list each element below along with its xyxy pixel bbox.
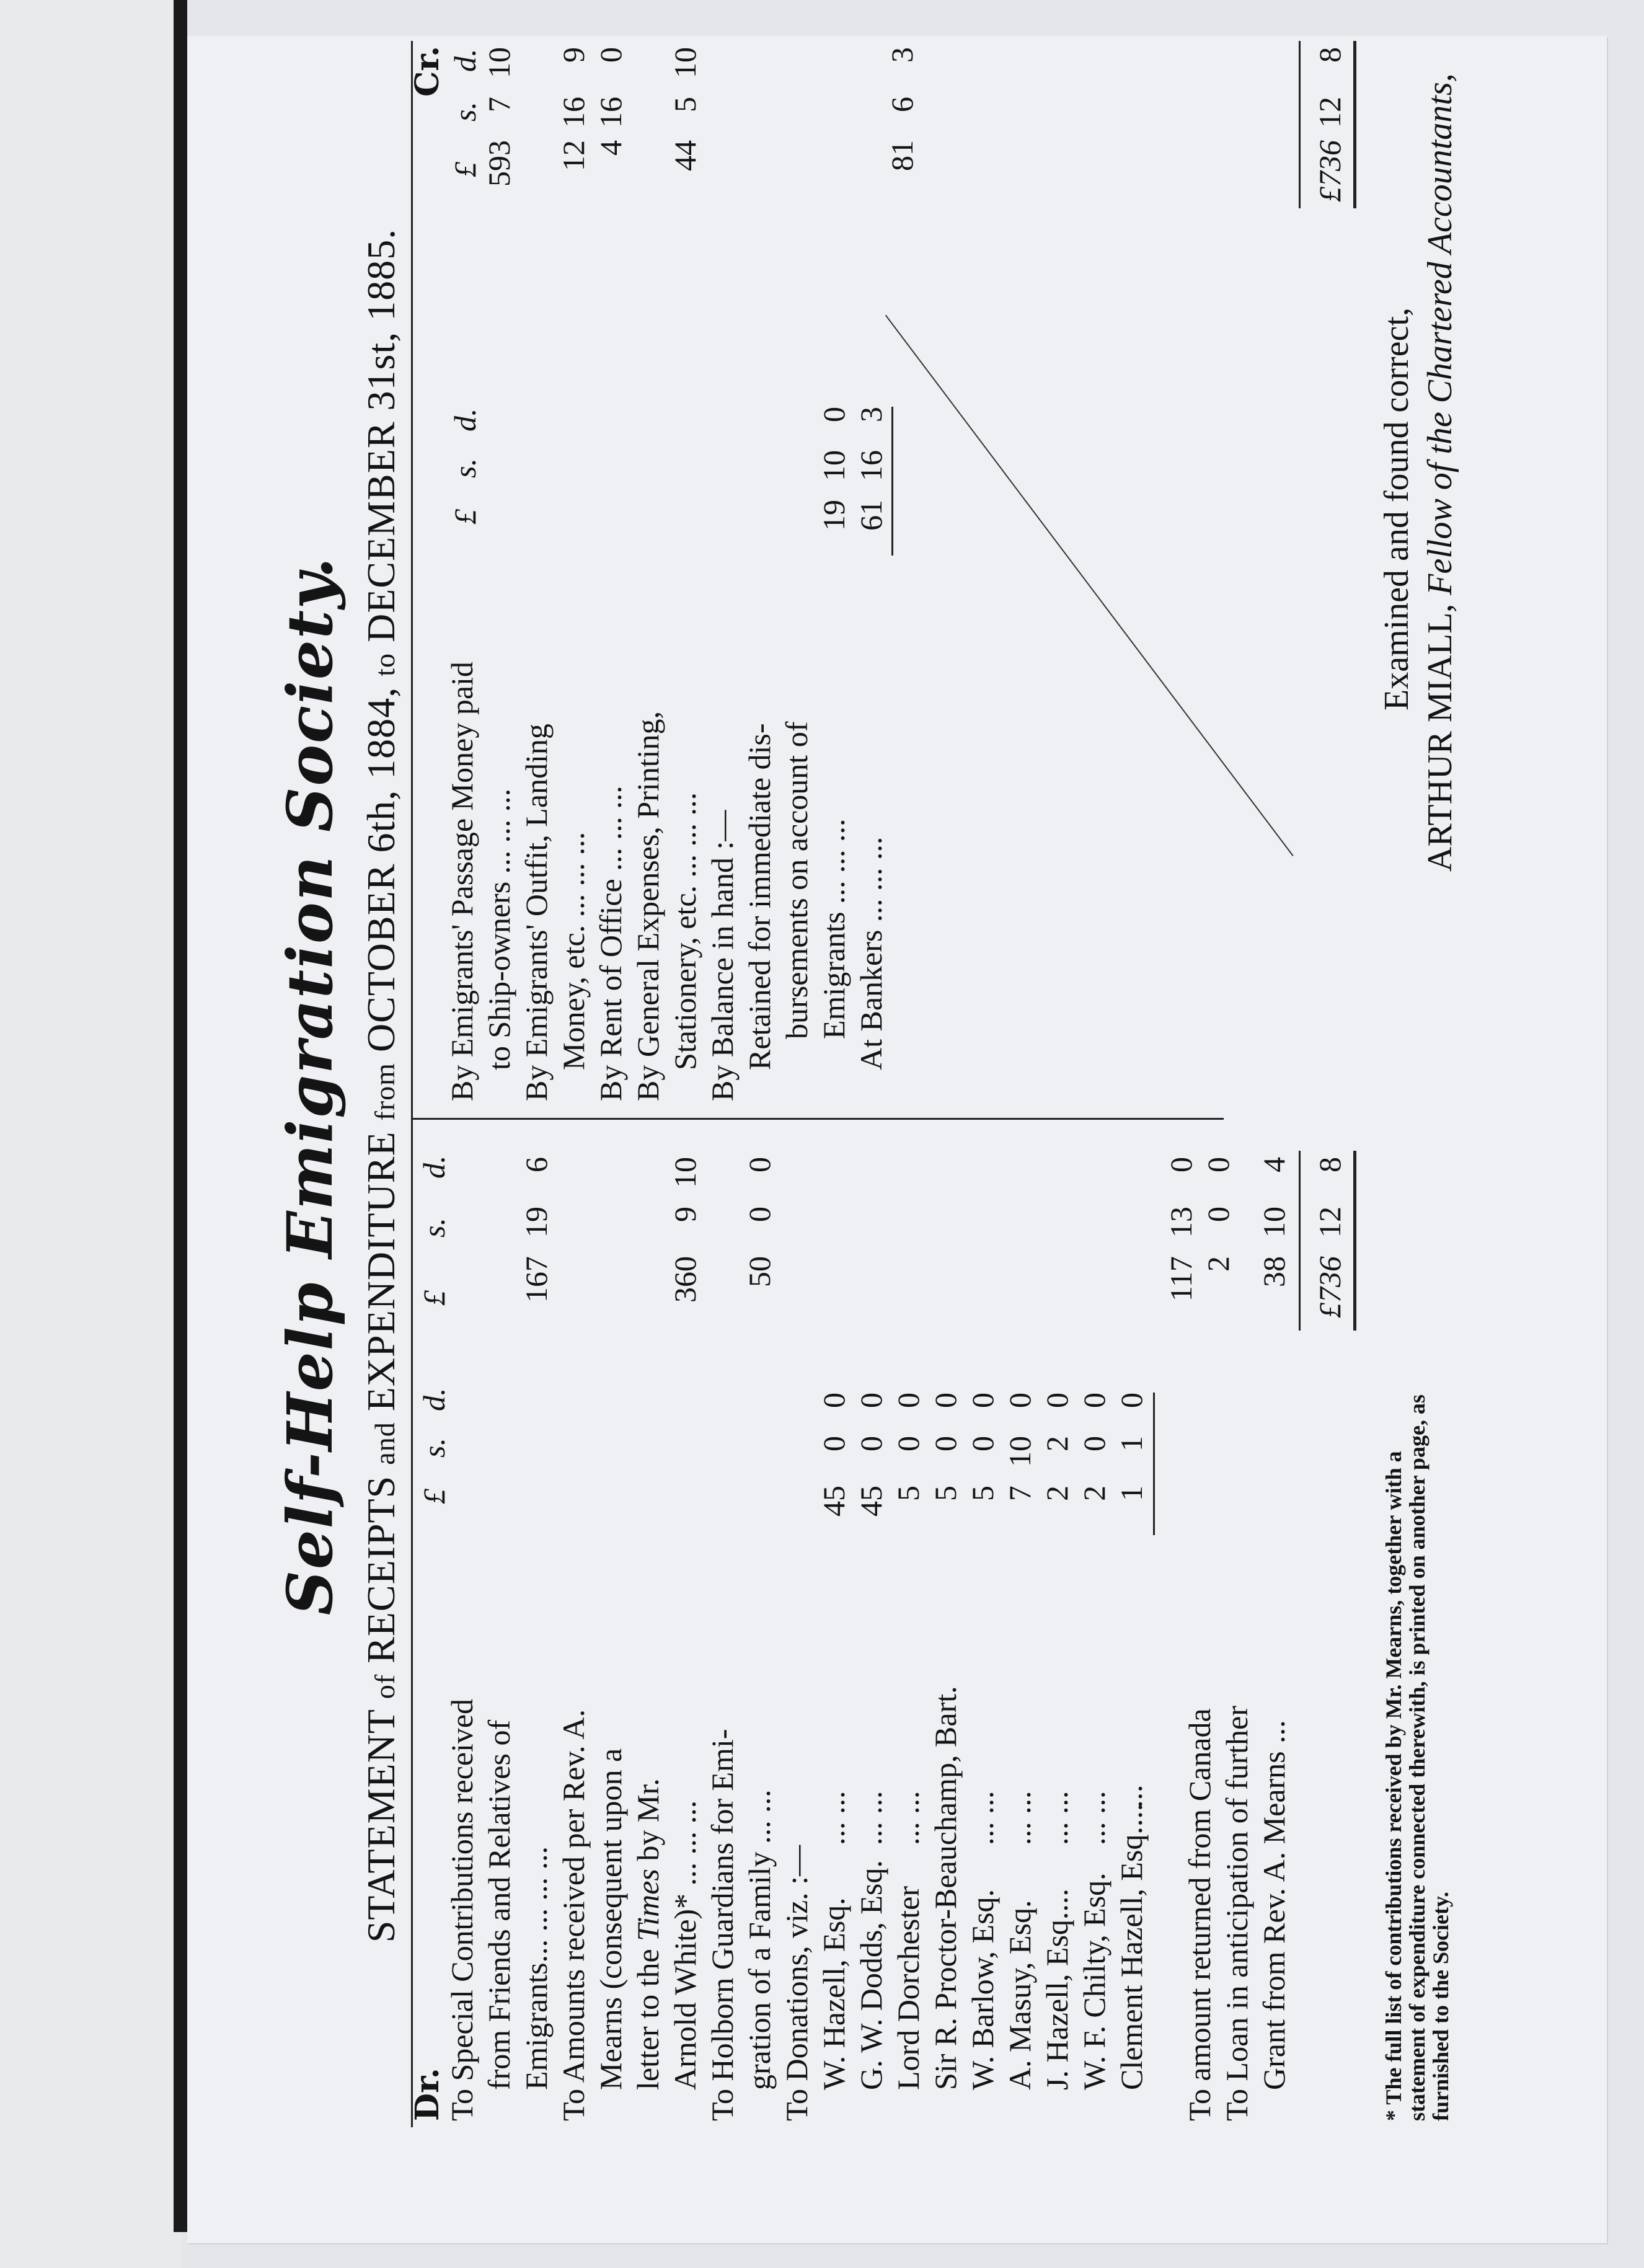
dr-line: To Loan in anticipation of further — [1219, 1706, 1254, 2121]
subtitle-part4: OCTOBER 6th, 1884, — [359, 686, 403, 1053]
passage-shillings: 7 — [482, 97, 516, 112]
donation-shillings: 0 — [928, 1436, 963, 1451]
dr-inner-shilling-head: s. — [417, 1438, 451, 1458]
cr-line: Money, etc. ... ... ... — [556, 831, 591, 1070]
loan-pounds: 38 — [1257, 1256, 1291, 1287]
canada-pounds: 2 — [1201, 1256, 1235, 1272]
subtitle-part1: STATEMENT — [359, 1709, 403, 1943]
cr-line: By General Expenses, Printing, — [630, 711, 665, 1101]
donation-shillings: 0 — [891, 1436, 926, 1451]
donation-dots: ... ... — [1002, 1791, 1037, 1845]
general-pence: 10 — [668, 47, 702, 78]
examiner-title: Fellow of the Chartered Accountants, — [1421, 73, 1459, 595]
passage-pence: 10 — [482, 47, 516, 78]
donation-pounds: 45 — [816, 1486, 851, 1517]
canada-pence: 0 — [1201, 1157, 1235, 1172]
dr-line-text: by Mr. — [630, 1778, 665, 1861]
donation-pence: 0 — [965, 1393, 1000, 1408]
cr-line: Stationery, etc. ... ... ... — [668, 792, 702, 1070]
examined-line: Examined and found correct, — [1377, 308, 1416, 711]
dr-line: Grant from Rev. A. Mearns ... — [1257, 1720, 1291, 2090]
cr-inner-pound-head: £ — [448, 509, 482, 525]
donation-dots: ... ... — [1077, 1791, 1111, 1845]
holborn-pence: 0 — [742, 1157, 777, 1172]
society-title: Self-Help Emigration Society. — [273, 556, 347, 1616]
donation-pence: 0 — [1040, 1393, 1074, 1408]
dr-line: from Friends and Relatives of — [482, 1719, 516, 2090]
canada-shillings: 0 — [1201, 1207, 1235, 1222]
loan-pence: 4 — [1257, 1157, 1291, 1172]
dr-total-rule-bottom — [1353, 1151, 1356, 1331]
rent-pence: 0 — [593, 47, 628, 63]
dr-outer-pence-head: d. — [417, 1155, 451, 1179]
mearns-pence: 10 — [668, 1157, 702, 1188]
special-pence: 6 — [519, 1157, 554, 1172]
cr-total-rule-bottom — [1353, 41, 1356, 208]
dr-outer-shilling-head: s. — [417, 1218, 451, 1238]
dr-inner-pence-head: d. — [417, 1388, 451, 1411]
cr-line: to Ship-owners ... ... ... — [482, 788, 516, 1070]
dr-cr-divider — [412, 1118, 1224, 1120]
subtitle-of: of — [369, 1673, 400, 1699]
donation-name: W. Hazell, Esq. — [816, 1897, 851, 2090]
cr-line: By Emigrants' Passage Money paid — [444, 662, 479, 1101]
donation-pence: 0 — [816, 1393, 851, 1408]
donation-pounds: 1 — [1114, 1486, 1149, 1501]
cr-total-shillings: 12 — [1312, 97, 1347, 128]
subtitle-part2: RECEIPTS — [359, 1475, 403, 1663]
cr-label: Cr. — [409, 45, 446, 97]
rent-pounds: 4 — [593, 140, 628, 156]
donation-pounds: 7 — [1002, 1486, 1037, 1501]
subtitle-from: from — [369, 1063, 400, 1121]
dr-line: To Special Contributions received — [444, 1698, 479, 2121]
dr-line: Mearns (consequent upon a — [593, 1748, 628, 2090]
donation-pence: 0 — [1114, 1393, 1149, 1408]
cr-outer-shilling-head: s. — [448, 102, 482, 122]
special-pounds: 167 — [519, 1256, 554, 1303]
subtitle-and: and — [369, 1422, 400, 1465]
donation-dots: ... — [1114, 1784, 1149, 1808]
footnote-line: statement of expenditure connected therewith, is printed on another page, as — [1405, 1394, 1430, 2121]
donation-pence: 0 — [891, 1393, 926, 1408]
donation-shillings: 10 — [1002, 1436, 1037, 1467]
donation-pounds: 2 — [1077, 1486, 1111, 1501]
general-pounds: 44 — [668, 140, 702, 171]
dr-line: Arnold White)* ... ... ... — [668, 1800, 702, 2090]
donations-subtotal-rule — [1153, 1393, 1155, 1535]
bankers-pence: 3 — [854, 407, 888, 422]
retained-pounds: 19 — [816, 500, 851, 531]
retained-pence: 0 — [816, 407, 851, 422]
subtitle-part5: DECEMBER 31st, 1885. — [359, 228, 403, 642]
cr-inner-pence-head: d. — [448, 408, 482, 432]
donation-pounds: 5 — [928, 1486, 963, 1501]
rotated-statement — [270, 41, 1522, 2130]
holborn-pounds: 50 — [742, 1256, 777, 1287]
donation-shillings: 0 — [854, 1436, 888, 1451]
dr-line-text: letter to the — [630, 1949, 665, 2090]
bankers-shillings: 16 — [854, 450, 888, 481]
retained-shillings: 10 — [816, 450, 851, 481]
cr-outer-pound-head: £ — [448, 162, 482, 177]
donation-shillings: 2 — [1040, 1436, 1074, 1451]
donation-shillings: 0 — [1077, 1436, 1111, 1451]
balance-shillings: 6 — [885, 97, 919, 112]
cr-line: By Emigrants' Outfit, Landing — [519, 724, 554, 1101]
outfit-pounds: 12 — [556, 140, 591, 171]
dr-total-pence: 8 — [1312, 1157, 1347, 1172]
cr-line: At Bankers ... ... ... — [854, 836, 888, 1070]
donation-dots: ... ... — [965, 1791, 1000, 1845]
footnote-line: * The full list of contributions received by Mr. Mearns, together with a — [1381, 1451, 1406, 2121]
header-rule — [411, 41, 413, 2127]
rent-shillings: 16 — [593, 97, 628, 128]
facing-page — [0, 0, 182, 2268]
dr-label: Dr. — [409, 2068, 446, 2121]
donation-name: Lord Dorchester — [891, 1885, 926, 2090]
examiner-name: ARTHUR MIALL, — [1421, 603, 1459, 872]
cr-line: Emigrants ... ... ... — [816, 818, 851, 1039]
dr-outer-pound-head: £ — [417, 1290, 451, 1306]
donations-total-shillings: 13 — [1164, 1207, 1198, 1238]
subtitle-part3: EXPENDITURE — [359, 1131, 403, 1412]
donation-pence: 0 — [1077, 1393, 1111, 1408]
donation-name: Clement Hazell, Esq.... — [1114, 1803, 1149, 2090]
outfit-pence: 9 — [556, 47, 591, 63]
special-shillings: 19 — [519, 1207, 554, 1238]
donation-pounds: 2 — [1040, 1486, 1074, 1501]
cr-total-rule-top — [1299, 41, 1301, 208]
general-shillings: 5 — [668, 97, 702, 112]
subtitle-to: to — [369, 652, 400, 676]
passage-pounds: 593 — [482, 140, 516, 187]
cr-line: By Balance in hand :— — [705, 810, 740, 1101]
donations-total-pounds: 117 — [1164, 1256, 1198, 1302]
cr-line: Retained for immediate dis- — [742, 723, 777, 1070]
donation-shillings: 0 — [816, 1436, 851, 1451]
donation-shillings: 0 — [965, 1436, 1000, 1451]
bankers-pounds: 61 — [854, 500, 888, 531]
donation-pence: 0 — [928, 1393, 963, 1408]
donation-name: W. F. Chilty, Esq. — [1077, 1872, 1111, 2090]
cr-line: By Rent of Office ... ... ... — [593, 786, 628, 1101]
dr-line: gration of a Family ... ... — [742, 1789, 777, 2090]
footnote-line: furnished to the Society. — [1428, 1891, 1453, 2121]
mearns-shillings: 9 — [668, 1207, 702, 1222]
dr-line: To Donations, viz. :— — [779, 1845, 814, 2121]
donation-name: Sir R. Proctor-Beauchamp, Bart. — [928, 1686, 963, 2090]
cr-inner-shilling-head: s. — [448, 458, 482, 478]
balance-subtotal-rule — [891, 407, 893, 556]
dr-line: Emigrants... ... ... ... — [519, 1846, 554, 2090]
cr-outer-pence-head: d. — [448, 48, 482, 72]
donation-dots: ... ... — [891, 1791, 926, 1845]
donation-name: A. Masuy, Esq. — [1002, 1900, 1037, 2090]
diagonal-rule — [885, 315, 1294, 856]
donation-pence: 0 — [854, 1393, 888, 1408]
donation-dots: ... ... — [1040, 1791, 1074, 1845]
balance-pence: 3 — [885, 47, 919, 63]
holborn-shillings: 0 — [742, 1207, 777, 1222]
dr-total-shillings: 12 — [1312, 1207, 1347, 1238]
outfit-shillings: 16 — [556, 97, 591, 128]
cr-total-pence: 8 — [1312, 47, 1347, 63]
dr-total-pounds: £736 — [1312, 1256, 1347, 1318]
examiner-signature — [1420, 73, 1461, 872]
dr-total-rule-top — [1299, 1151, 1301, 1331]
donation-shillings: 1 — [1114, 1436, 1149, 1451]
mearns-pounds: 360 — [668, 1256, 702, 1303]
cr-total-pounds: £736 — [1312, 140, 1347, 202]
times-newspaper: Times — [630, 1869, 665, 1941]
statement-subtitle — [356, 41, 406, 2130]
donation-pounds: 5 — [891, 1486, 926, 1501]
dr-line — [629, 1778, 666, 2090]
dr-line: To amount returned from Canada — [1182, 1708, 1217, 2121]
donation-pounds: 5 — [965, 1486, 1000, 1501]
donation-dots: ... ... — [854, 1791, 888, 1845]
donation-name: G. W. Dodds, Esq. — [854, 1860, 888, 2090]
donation-pounds: 45 — [854, 1486, 888, 1517]
dr-line: To Amounts received per Rev. A. — [556, 1709, 591, 2121]
balance-pounds: 81 — [885, 140, 919, 171]
loan-shillings: 10 — [1257, 1207, 1291, 1238]
cr-line: bursements on account of — [779, 721, 814, 1039]
donations-total-pence: 0 — [1164, 1157, 1198, 1172]
donation-name: J. Hazell, Esq.... — [1040, 1889, 1074, 2090]
donation-pence: 0 — [1002, 1393, 1037, 1408]
book-spine — [174, 0, 187, 2232]
donation-dots: ... ... — [816, 1791, 851, 1845]
dr-line: To Holborn Guardians for Emi- — [705, 1729, 740, 2121]
donation-name: W. Barlow, Esq. — [965, 1889, 1000, 2090]
dr-inner-pound-head: £ — [417, 1489, 451, 1504]
